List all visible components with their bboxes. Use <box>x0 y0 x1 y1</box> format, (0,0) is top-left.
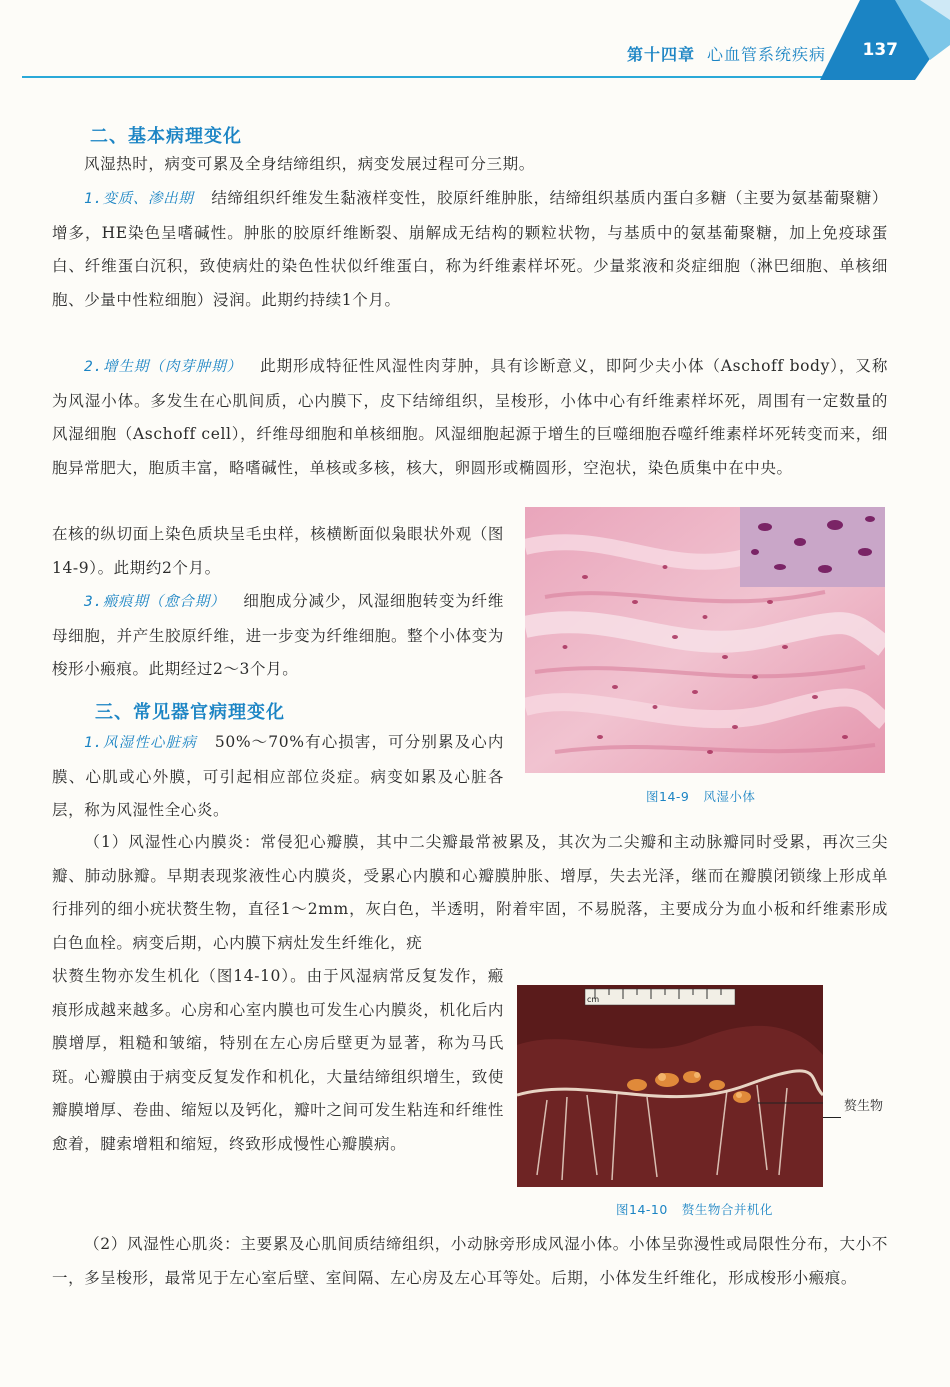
figure-14-9-caption <box>646 787 769 805</box>
stage3-term: 3.瘢痕期（愈合期） <box>84 594 226 610</box>
stage2-paragraph <box>52 350 888 485</box>
stage1-paragraph <box>52 182 888 317</box>
running-header <box>627 42 826 65</box>
header-rule <box>22 76 892 78</box>
figure-14-9-micrograph <box>525 507 885 773</box>
stage2-continued: 在核的纵切面上染色质块呈毛虫样，核横断面似枭眼状外观（图14-9）。此期约2个月。 <box>52 525 504 577</box>
section2-intro <box>52 148 888 182</box>
item1-text: 50%～70%有心损害，可分别累及心内膜、心肌或心外膜，可引起相应部位炎症。病变如累及心脏各层，称为风湿性全心炎。 <box>52 733 504 819</box>
chapter-title: 心血管系统疾病 <box>706 45 826 64</box>
myocarditis-paragraph <box>52 1228 888 1295</box>
intro-text: 风湿热时，病变可累及全身结缔组织，病变发展过程可分三期。 <box>84 155 535 173</box>
figure-14-10-photo <box>517 985 823 1187</box>
item1-paragraph <box>52 726 504 828</box>
stage3-paragraph <box>52 585 504 687</box>
stage1-term: 1.变质、渗出期 <box>84 191 194 207</box>
section-heading-organ-pathology: 三、常见器官病理变化 <box>95 702 285 723</box>
figure-14-10-title: 赘生物合并机化 <box>681 1202 773 1217</box>
figure-14-9-number: 图14-9 <box>646 789 690 804</box>
myocarditis-text: （2）风湿性心肌炎：主要累及心肌间质结缔组织，小动脉旁形成风湿小体。小体呈弥漫性或局限性分布，大小不一，多呈梭形，最常见于左心室后壁、室间隔、左心房及左心耳等处。后期，小体发生纤维化，形成梭形小瘢痕。 <box>52 1235 888 1287</box>
stage2-term: 2.增生期（肉芽肿期） <box>84 359 243 375</box>
stage3-text: 细胞成分减少，风湿细胞转变为纤维母细胞，并产生胶原纤维，进一步变为纤维细胞。整个小体变为梭形小瘢痕。此期经过2～3个月。 <box>52 592 504 678</box>
endocarditis-text: （1）风湿性心内膜炎：常侵犯心瓣膜，其中二尖瓣最常被累及，其次为二尖瓣和主动脉瓣同时受累，再次三尖瓣、肺动脉瓣。早期表现浆液性心内膜炎，受累心内膜和心瓣膜肿胀、增厚，失去光泽，继而在瓣膜闭锁缘上形成单行排列的细小疣状赘生物，直径1～2mm，灰白色，半透明，附着牢固，不易脱落，主要成分为血小板和纤维素形成白色血栓。病变后期，心内膜下病灶发生纤维化，疣 <box>52 833 888 952</box>
figure-14-9-title: 风湿小体 <box>703 789 756 804</box>
vegetation-label: 赘生物 <box>844 1099 884 1114</box>
page-number: 137 <box>862 40 898 60</box>
ruler-unit-label: cm <box>587 995 600 1004</box>
endocarditis-paragraph <box>52 826 888 960</box>
chapter-number: 第十四章 <box>626 45 695 64</box>
item1-term: 1.风湿性心脏病 <box>84 735 197 751</box>
stage1-text: 结缔组织纤维发生黏液样变性，胶原纤维肿胀，结缔组织基质内蛋白多糖（主要为氨基葡聚糖）增多，HE染色呈嗜碱性。肿胀的胶原纤维断裂、崩解成无结构的颗粒状物，与基质中的氨基葡聚糖，加上免疫球蛋白、纤维蛋白沉积，致使病灶的染色性状似纤维蛋白，称为纤维素样坏死。少量浆液和炎症细胞（淋巴细胞、单核细胞、少量中性粒细胞）浸润。此期约持续1个月。 <box>52 189 889 309</box>
figure-14-10-caption <box>616 1200 787 1218</box>
section-heading-basic-pathology: 二、基本病理变化 <box>90 126 242 147</box>
label-leader-line <box>823 1117 841 1118</box>
figure-14-10-number: 图14-10 <box>616 1202 668 1217</box>
endocarditis-continued: 状赘生物亦发生机化（图14-10）。由于风湿病常反复发作，瘢痕形成越来越多。心房和心室内膜也可发生心内膜炎，机化后内膜增厚，粗糙和皱缩，特别在左心房后壁更为显著，称为马氏斑。心瓣膜由于病变反复发作和机化，大量结缔组织增生，致使瓣膜增厚、卷曲、缩短以及钙化，瓣叶之间可发生粘连和纤维性愈着，腱索增粗和缩短，终致形成慢性心瓣膜病。 <box>52 967 504 1153</box>
stage2-text: 此期形成特征性风湿性肉芽肿，具有诊断意义，即阿少夫小体（Aschoff body），又称为风湿小体。多发生在心肌间质，心内膜下，皮下结缔组织，呈梭形，小体中心有纤维素样坏死，周围有一定数量的风湿细胞（Aschoff cell），纤维母细胞和单核细胞。风湿细胞起源于增生的巨噬细胞吞噬纤维素样坏死转变而来，细胞异常肥大，胞质丰富，略嗜碱性，单核或多核，核大，卵圆形或椭圆形，空泡状，染色质集中在中央。 <box>52 357 888 477</box>
